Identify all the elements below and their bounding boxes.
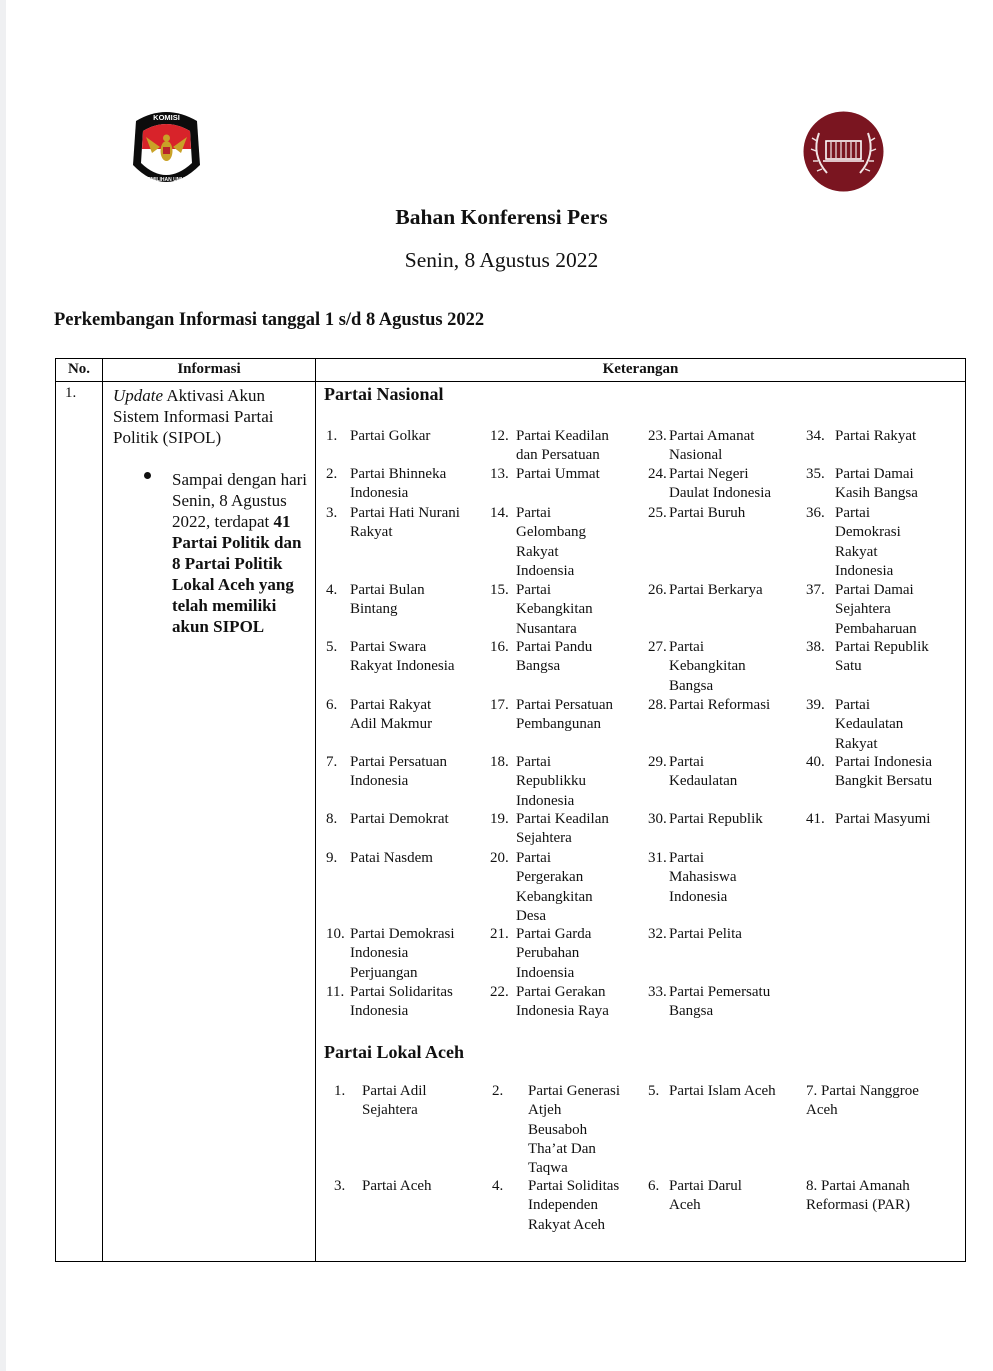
nasional-item-name: Partai Ummat: [516, 466, 600, 482]
nasional-item: [490, 581, 652, 639]
nasional-item-name: Partai Solidaritas Indonesia: [350, 984, 453, 1020]
section-subtitle: Perkembangan Informasi tanggal 1 s/d 8 Agustus 2022: [54, 310, 485, 330]
bullet-plain: Sampai dengan hari Senin, 8 Agustus 2022, terdapat: [172, 470, 308, 531]
nasional-item-number: 30.: [648, 811, 667, 827]
nasional-item-name: Partai Pelita: [669, 926, 742, 942]
nasional-item-name: Partai Rakyat: [835, 428, 917, 444]
aceh-item-name: Partai Darul Aceh: [669, 1178, 742, 1214]
nasional-item-number: 40.: [806, 754, 825, 770]
nasional-item-number: 6.: [326, 697, 338, 713]
nasional-item-name: Partai Amanat Nasional: [669, 428, 755, 464]
nasional-item-number: 37.: [806, 582, 825, 598]
nasional-item-number: 2.: [326, 466, 338, 482]
nasional-item-name: Partai Pemersatu Bangsa: [669, 984, 771, 1020]
nasional-item: [326, 983, 498, 1022]
nasional-item: [490, 925, 652, 983]
aceh-item-number: 5.: [648, 1083, 660, 1099]
nasional-item-name: Partai Swara Rakyat Indonesia: [350, 639, 455, 675]
nasional-item: [648, 753, 808, 792]
nasional-item-name: Partai Reformasi: [669, 697, 771, 713]
nasional-item-name: Partai Golkar: [350, 428, 431, 444]
nasional-item-name: Partai Republikku Indonesia: [516, 754, 586, 809]
nasional-item-number: 9.: [326, 850, 338, 866]
nasional-item: [326, 925, 498, 983]
nasional-item-number: 18.: [490, 754, 509, 770]
aceh-item-name: Partai Generasi Atjeh Beusaboh Tha’at Dan Taqwa: [528, 1083, 621, 1177]
nasional-item-name: Partai Mahasiswa Indonesia: [669, 850, 737, 905]
nasional-item-name: Partai Rakyat Adil Makmur: [350, 697, 433, 733]
nasional-item-number: 38.: [806, 639, 825, 655]
nasional-item-number: 34.: [806, 428, 825, 444]
aceh-item-number: 6.: [648, 1178, 660, 1194]
nasional-item: [648, 810, 808, 829]
aceh-item: [334, 1082, 500, 1121]
nasional-item-number: 23.: [648, 428, 667, 444]
nasional-item: [490, 696, 652, 735]
nasional-item-name: Partai Keadilan Sejahtera: [516, 811, 609, 847]
nasional-item-name: Partai Pandu Bangsa: [516, 639, 593, 675]
nasional-item: [648, 427, 808, 466]
nasional-item-name: Partai Republik Satu: [835, 639, 929, 675]
nasional-item-name: Partai Garda Perubahan Indoensia: [516, 926, 592, 981]
nasional-item-number: 19.: [490, 811, 509, 827]
nasional-item: [648, 925, 808, 944]
nasional-item-name: Partai Demokrasi Rakyat Indonesia: [835, 505, 901, 579]
nasional-item: [326, 465, 498, 504]
nasional-item-name: Partai Bulan Bintang: [350, 582, 425, 618]
nasional-item-name: Partai Negeri Daulat Indonesia: [669, 466, 772, 502]
nasional-item: [490, 983, 652, 1022]
aceh-item: [492, 1177, 674, 1235]
nasional-item-name: Partai Republik: [669, 811, 763, 827]
nasional-item-name: Partai Damai Kasih Bangsa: [835, 466, 918, 502]
nasional-item-number: 7.: [326, 754, 338, 770]
nasional-item-number: 27.: [648, 639, 667, 655]
nasional-item-name: Partai Demokrat: [350, 811, 449, 827]
nasional-item-number: 12.: [490, 428, 509, 444]
nasional-item: [806, 810, 984, 829]
nasional-item-number: 17.: [490, 697, 509, 713]
nasional-item-name: Partai Persatuan Pembangunan: [516, 697, 614, 733]
svg-text:PEMILIHAN UMUM: PEMILIHAN UMUM: [144, 177, 189, 183]
nasional-item: [326, 504, 498, 543]
nasional-item-number: 11.: [326, 984, 345, 1000]
nasional-item-number: 39.: [806, 697, 825, 713]
nasional-item: [806, 581, 984, 639]
nasional-item-name: Partai Kedaulatan: [669, 754, 738, 790]
nasional-item-number: 25.: [648, 505, 667, 521]
nasional-item-number: 13.: [490, 466, 509, 482]
nasional-item: [648, 465, 808, 504]
aceh-item: [648, 1177, 830, 1216]
nasional-item: [326, 810, 498, 829]
nasional-item: [326, 849, 498, 868]
aceh-item: [806, 1082, 946, 1121]
nasional-item-name: Partai Buruh: [669, 505, 746, 521]
nasional-item-name: Partai Kebangkitan Bangsa: [669, 639, 746, 694]
nasional-item: [490, 849, 652, 926]
column-divider: [315, 359, 316, 1261]
page-date: Senin, 8 Agustus 2022: [404, 248, 599, 272]
nasional-item-number: 22.: [490, 984, 509, 1000]
nasional-item-name: Patai Nasdem: [350, 850, 433, 866]
nasional-item-number: 10.: [326, 926, 345, 942]
aceh-item: [806, 1177, 946, 1216]
nasional-item: [326, 638, 498, 677]
row-number: 1.: [65, 385, 77, 401]
nasional-item: [806, 465, 984, 504]
nasional-item-name: Partai Bhinneka Indonesia: [350, 466, 447, 502]
nasional-item: [648, 696, 808, 715]
nasional-item: [490, 810, 652, 849]
info-table: [55, 358, 966, 1262]
aceh-item: [648, 1082, 830, 1101]
nasional-item-name: Partai Keadilan dan Persatuan: [516, 428, 609, 464]
nasional-item-name: Partai Kedaulatan Rakyat: [835, 697, 904, 752]
nasional-item-number: 5.: [326, 639, 338, 655]
nasional-item-number: 36.: [806, 505, 825, 521]
nasional-item: [490, 504, 652, 581]
nasional-item: [490, 753, 652, 811]
nasional-item-number: 8.: [326, 811, 338, 827]
aceh-item-name: Partai Soliditas Independen Rakyat Aceh: [528, 1178, 620, 1233]
nasional-item: [806, 638, 984, 677]
aceh-item-number: 3.: [334, 1178, 346, 1194]
aceh-item: [492, 1082, 674, 1178]
aceh-item-number: 2.: [492, 1083, 504, 1099]
header-informasi: Informasi: [177, 361, 241, 377]
nasional-item-number: 32.: [648, 926, 667, 942]
nasional-item: [326, 581, 498, 620]
bullet-text: [172, 469, 312, 637]
nasional-item: [806, 504, 984, 581]
nasional-item-name: Partai Berkarya: [669, 582, 763, 598]
nasional-item-number: 16.: [490, 639, 509, 655]
nasional-item-number: 20.: [490, 850, 509, 866]
info-rest: Aktivasi Akun Sistem Informasi Partai Politik (SIPOL): [113, 386, 274, 447]
nasional-item-name: Partai Gelombang Rakyat Indoensia: [516, 505, 586, 579]
nasional-item-name: Partai Kebangkitan Nusantara: [516, 582, 593, 637]
nasional-item: [806, 696, 984, 754]
header-keterangan: Keterangan: [602, 361, 679, 377]
nasional-item-number: 31.: [648, 850, 667, 866]
info-italic: Update: [113, 386, 164, 405]
nasional-item: [326, 427, 498, 446]
nasional-item: [648, 581, 808, 600]
svg-text:KOMISI: KOMISI: [153, 113, 180, 122]
info-text: [113, 385, 313, 448]
page-title: Bahan Konferensi Pers: [395, 205, 608, 229]
bawaslu-logo: [803, 111, 884, 192]
nasional-item-name: Partai Hati Nurani Rakyat: [350, 505, 460, 541]
aceh-item-number: 1.: [334, 1083, 346, 1099]
nasional-item-name: Partai Gerakan Indonesia Raya: [516, 984, 609, 1020]
column-divider: [102, 359, 103, 1261]
nasional-item: [648, 983, 808, 1022]
nasional-item: [490, 638, 652, 677]
nasional-item-name: Partai Persatuan Indonesia: [350, 754, 448, 790]
header-divider: [56, 381, 965, 382]
nasional-item: [648, 504, 808, 523]
aceh-item-name: Partai Adil Sejahtera: [362, 1083, 427, 1119]
nasional-title: Partai Nasional: [324, 384, 444, 404]
nasional-item: [648, 849, 808, 907]
nasional-item: [326, 696, 498, 735]
nasional-item: [490, 465, 652, 484]
nasional-item-number: 26.: [648, 582, 667, 598]
nasional-item-number: 41.: [806, 811, 825, 827]
nasional-item: [490, 427, 652, 466]
nasional-item-name: Partai Masyumi: [835, 811, 931, 827]
nasional-item-number: 35.: [806, 466, 825, 482]
nasional-item-number: 1.: [326, 428, 338, 444]
aceh-item-name: 8. Partai Amanah Reformasi (PAR): [806, 1178, 911, 1214]
aceh-item-number: 4.: [492, 1178, 504, 1194]
nasional-item-name: Partai Pergerakan Kebangkitan Desa: [516, 850, 593, 924]
nasional-item-number: 29.: [648, 754, 667, 770]
aceh-title: Partai Lokal Aceh: [324, 1042, 464, 1062]
bullet-icon: [144, 472, 151, 479]
nasional-item-number: 21.: [490, 926, 509, 942]
aceh-item-name: Partai Islam Aceh: [669, 1083, 776, 1099]
nasional-item-name: Partai Indonesia Bangkit Bersatu: [835, 754, 933, 790]
bullet-bold: 41 Partai Politik dan 8 Partai Politik Lokal Aceh yang telah memiliki akun SIPOL: [172, 512, 302, 636]
nasional-item: [648, 638, 808, 696]
nasional-item-number: 28.: [648, 697, 667, 713]
aceh-item: [334, 1177, 500, 1196]
kpu-logo: [130, 107, 203, 191]
nasional-item-number: 3.: [326, 505, 338, 521]
header-no: No.: [67, 361, 91, 377]
aceh-item-name: 7. Partai Nanggroe Aceh: [806, 1083, 919, 1119]
nasional-item: [806, 753, 984, 792]
nasional-item: [326, 753, 498, 792]
nasional-item-number: 24.: [648, 466, 667, 482]
aceh-item-name: Partai Aceh: [362, 1178, 432, 1194]
nasional-item-number: 33.: [648, 984, 667, 1000]
nasional-item-number: 14.: [490, 505, 509, 521]
nasional-item: [806, 427, 984, 446]
nasional-item-name: Partai Demokrasi Indonesia Perjuangan: [350, 926, 455, 981]
nasional-item-number: 4.: [326, 582, 338, 598]
nasional-item-number: 15.: [490, 582, 509, 598]
nasional-item-name: Partai Damai Sejahtera Pembaharuan: [835, 582, 917, 637]
